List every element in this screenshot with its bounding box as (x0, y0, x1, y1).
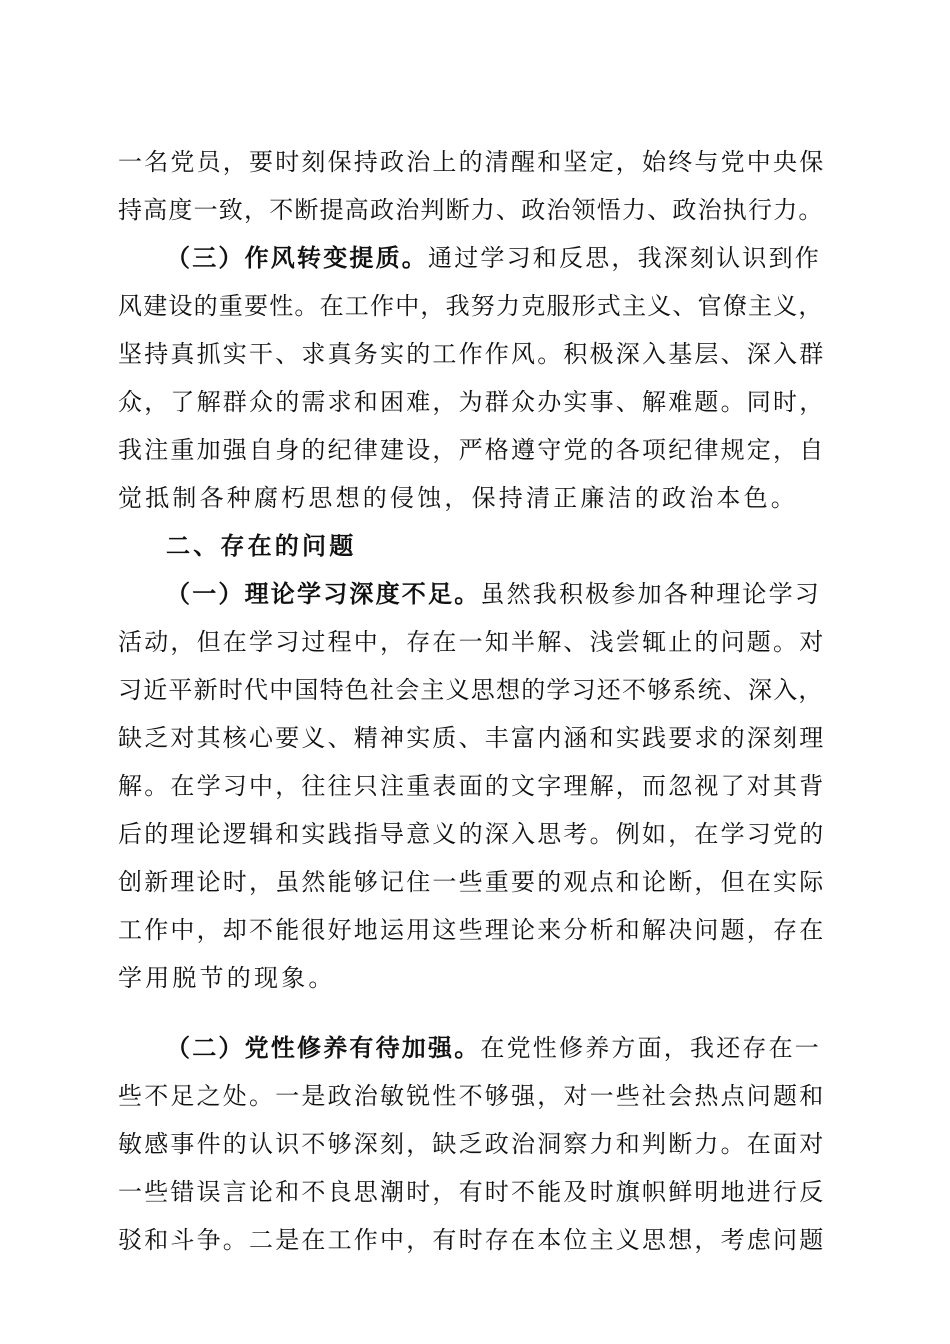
subheading-3: （三）作风转变提质。 (166, 243, 428, 272)
text-line: 觉抵制各种腐朽思想的侵蚀，保持清正廉洁的政治本色。 (118, 484, 798, 512)
text-line: 学用脱节的现象。 (118, 964, 336, 992)
text-line: 些不足之处。一是政治敏锐性不够强，对一些社会热点问题和 (118, 1082, 826, 1110)
section-heading: 二、存在的问题 (166, 532, 357, 560)
text-line: 敏感事件的认识不够深刻，缺乏政治洞察力和判断力。在面对 (118, 1130, 826, 1158)
text-line: 坚持真抓实干、求真务实的工作作风。积极深入基层、深入群 (118, 340, 826, 368)
text-line: 习近平新时代中国特色社会主义思想的学习还不够系统、深入， (118, 676, 824, 704)
paragraph-start-line (166, 570, 832, 618)
text-line: 持高度一致，不断提高政治判断力、政治领悟力、政治执行力。 (118, 196, 824, 224)
text-line: 我注重加强自身的纪律建设，严格遵守党的各项纪律规定，自 (118, 436, 826, 464)
text-span: 虽然我积极参加各种理论学习 (480, 580, 822, 608)
text-line: 工作中，却不能很好地运用这些理论来分析和解决问题，存在 (118, 916, 826, 944)
text-line: 一些错误言论和不良思潮时，有时不能及时旗帜鲜明地进行反 (118, 1178, 826, 1206)
text-line: 众，了解群众的需求和困难，为群众办实事、解难题。同时， (118, 388, 826, 416)
text-line: 驳和斗争。二是在工作中，有时存在本位主义思想，考虑问题 (118, 1226, 826, 1254)
paragraph-start-line (166, 234, 832, 282)
subheading-2: （二）党性修养有待加强。 (166, 1033, 481, 1062)
text-line: 后的理论逻辑和实践指导意义的深入思考。例如，在学习党的 (118, 820, 826, 848)
paragraph-start-line (166, 1024, 832, 1072)
subheading-1: （一）理论学习深度不足。 (166, 579, 481, 608)
text-line: 风建设的重要性。在工作中，我努力克服形式主义、官僚主义， (118, 292, 824, 320)
text-span: 通过学习和反思，我深刻认识到作 (428, 244, 821, 272)
text-line: 一名党员，要时刻保持政治上的清醒和坚定，始终与党中央保 (118, 148, 826, 176)
text-line: 活动，但在学习过程中，存在一知半解、浅尝辄止的问题。对 (118, 628, 826, 656)
text-line: 创新理论时，虽然能够记住一些重要的观点和论断，但在实际 (118, 868, 826, 896)
text-line: 解。在学习中，往往只注重表面的文字理解，而忽视了对其背 (118, 772, 826, 800)
text-span: 在党性修养方面，我还存在一 (480, 1034, 822, 1062)
text-line: 缺乏对其核心要义、精神实质、丰富内涵和实践要求的深刻理 (118, 724, 826, 752)
